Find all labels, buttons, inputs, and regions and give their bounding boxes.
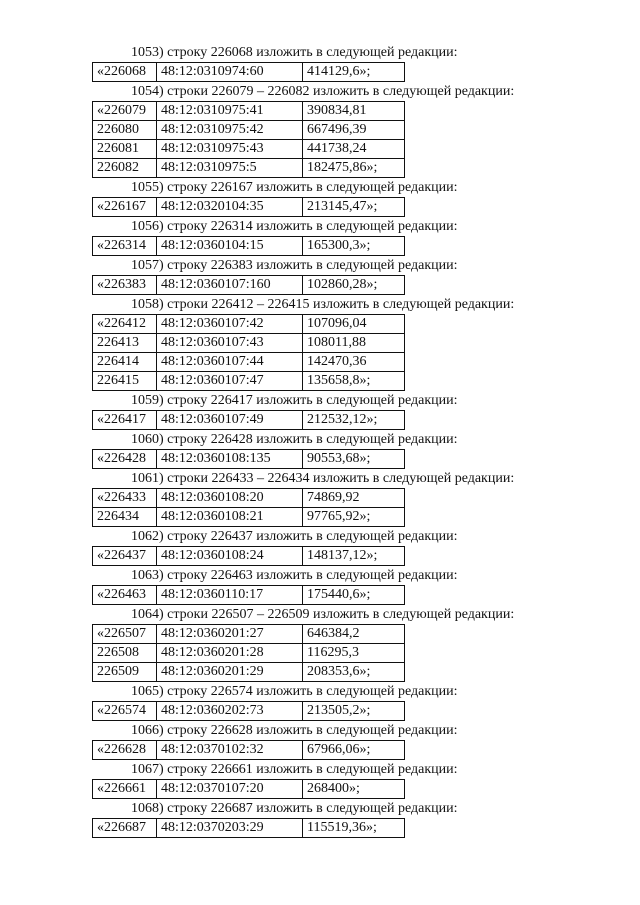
cadastral-number-cell: 48:12:0370107:20: [157, 780, 303, 799]
cadastral-number-cell: 48:12:0360107:44: [157, 353, 303, 372]
amendment-table: [92, 275, 405, 295]
cadastral-number-cell: 48:12:0360201:29: [157, 663, 303, 682]
cadastral-number-cell: 48:12:0360202:73: [157, 702, 303, 721]
cadastral-number-cell: 48:12:0360201:27: [157, 625, 303, 644]
value-cell: 90553,68»;: [303, 450, 405, 469]
cadastral-number-cell: 48:12:0360107:160: [157, 276, 303, 295]
value-cell: 107096,04: [303, 315, 405, 334]
value-cell: 441738,24: [303, 140, 405, 159]
amendment-heading: 1061) строки 226433 – 226434 изложить в следующей редакции:: [131, 471, 515, 486]
cadastral-number-cell: 48:12:0360107:49: [157, 411, 303, 430]
value-cell: 212532,12»;: [303, 411, 405, 430]
row-number-cell: «226437: [93, 547, 157, 566]
cadastral-number-cell: 48:12:0360107:47: [157, 372, 303, 391]
amendment-heading: 1062) строку 226437 изложить в следующей редакции:: [131, 529, 458, 544]
cadastral-number-cell: 48:12:0310975:41: [157, 102, 303, 121]
amendment-heading: 1059) строку 226417 изложить в следующей редакции:: [131, 393, 458, 408]
table-row: [93, 586, 405, 605]
table-row: [93, 819, 405, 838]
table-row: [93, 334, 405, 353]
row-number-cell: «226433: [93, 489, 157, 508]
row-number-cell: 226509: [93, 663, 157, 682]
row-number-cell: «226507: [93, 625, 157, 644]
amendment-table: [92, 488, 405, 527]
row-number-cell: «226412: [93, 315, 157, 334]
value-cell: 213505,2»;: [303, 702, 405, 721]
table-row: [93, 625, 405, 644]
table-row: [93, 140, 405, 159]
row-number-cell: «226383: [93, 276, 157, 295]
table-row: [93, 121, 405, 140]
cadastral-number-cell: 48:12:0370203:29: [157, 819, 303, 838]
value-cell: 175440,6»;: [303, 586, 405, 605]
row-number-cell: «226167: [93, 198, 157, 217]
amendment-table: [92, 624, 405, 682]
amendment-heading: 1067) строку 226661 изложить в следующей редакции:: [131, 762, 458, 777]
amendment-heading: 1065) строку 226574 изложить в следующей редакции:: [131, 684, 458, 699]
table-row: [93, 102, 405, 121]
amendment-heading: 1053) строку 226068 изложить в следующей редакции:: [131, 45, 458, 60]
amendment-table: [92, 314, 405, 391]
cadastral-number-cell: 48:12:0360201:28: [157, 644, 303, 663]
amendment-table: [92, 818, 405, 838]
value-cell: 102860,28»;: [303, 276, 405, 295]
row-number-cell: «226417: [93, 411, 157, 430]
cadastral-number-cell: 48:12:0360107:42: [157, 315, 303, 334]
amendment-heading: 1066) строку 226628 изложить в следующей редакции:: [131, 723, 458, 738]
value-cell: 667496,39: [303, 121, 405, 140]
table-row: [93, 489, 405, 508]
value-cell: 646384,2: [303, 625, 405, 644]
cadastral-number-cell: 48:12:0360108:20: [157, 489, 303, 508]
amendment-table: [92, 585, 405, 605]
row-number-cell: 226508: [93, 644, 157, 663]
table-row: [93, 508, 405, 527]
value-cell: 148137,12»;: [303, 547, 405, 566]
table-row: [93, 450, 405, 469]
row-number-cell: 226080: [93, 121, 157, 140]
cadastral-number-cell: 48:12:0310975:43: [157, 140, 303, 159]
amendment-heading: 1054) строки 226079 – 226082 изложить в следующей редакции:: [131, 84, 515, 99]
value-cell: 268400»;: [303, 780, 405, 799]
value-cell: 74869,92: [303, 489, 405, 508]
row-number-cell: «226068: [93, 63, 157, 82]
value-cell: 142470,36: [303, 353, 405, 372]
table-row: [93, 315, 405, 334]
table-row: [93, 663, 405, 682]
cadastral-number-cell: 48:12:0310974:60: [157, 63, 303, 82]
table-row: [93, 547, 405, 566]
value-cell: 208353,6»;: [303, 663, 405, 682]
table-row: [93, 644, 405, 663]
amendment-table: [92, 701, 405, 721]
amendment-table: [92, 62, 405, 82]
value-cell: 116295,3: [303, 644, 405, 663]
amendment-heading: 1063) строку 226463 изложить в следующей редакции:: [131, 568, 458, 583]
value-cell: 390834,81: [303, 102, 405, 121]
amendment-heading: 1058) строки 226412 – 226415 изложить в следующей редакции:: [131, 297, 515, 312]
value-cell: 135658,8»;: [303, 372, 405, 391]
cadastral-number-cell: 48:12:0370102:32: [157, 741, 303, 760]
row-number-cell: «226574: [93, 702, 157, 721]
amendment-heading: 1057) строку 226383 изложить в следующей редакции:: [131, 258, 458, 273]
cadastral-number-cell: 48:12:0310975:42: [157, 121, 303, 140]
table-row: [93, 276, 405, 295]
value-cell: 213145,47»;: [303, 198, 405, 217]
table-row: [93, 372, 405, 391]
table-row: [93, 159, 405, 178]
amendment-heading: 1064) строки 226507 – 226509 изложить в следующей редакции:: [131, 607, 515, 622]
amendment-table: [92, 449, 405, 469]
value-cell: 67966,06»;: [303, 741, 405, 760]
amendment-table: [92, 236, 405, 256]
row-number-cell: 226434: [93, 508, 157, 527]
table-row: [93, 63, 405, 82]
value-cell: 182475,86»;: [303, 159, 405, 178]
row-number-cell: 226414: [93, 353, 157, 372]
value-cell: 165300,3»;: [303, 237, 405, 256]
row-number-cell: «226463: [93, 586, 157, 605]
cadastral-number-cell: 48:12:0360108:21: [157, 508, 303, 527]
table-row: [93, 702, 405, 721]
cadastral-number-cell: 48:12:0310975:5: [157, 159, 303, 178]
table-row: [93, 237, 405, 256]
table-row: [93, 411, 405, 430]
cadastral-number-cell: 48:12:0360107:43: [157, 334, 303, 353]
amendment-table: [92, 101, 405, 178]
row-number-cell: «226079: [93, 102, 157, 121]
row-number-cell: «226428: [93, 450, 157, 469]
amendment-heading: 1056) строку 226314 изложить в следующей редакции:: [131, 219, 458, 234]
cadastral-number-cell: 48:12:0360108:135: [157, 450, 303, 469]
cadastral-number-cell: 48:12:0320104:35: [157, 198, 303, 217]
table-row: [93, 353, 405, 372]
row-number-cell: 226415: [93, 372, 157, 391]
value-cell: 115519,36»;: [303, 819, 405, 838]
amendment-table: [92, 546, 405, 566]
row-number-cell: «226687: [93, 819, 157, 838]
table-row: [93, 198, 405, 217]
table-row: [93, 741, 405, 760]
amendment-heading: 1060) строку 226428 изложить в следующей редакции:: [131, 432, 458, 447]
value-cell: 414129,6»;: [303, 63, 405, 82]
amendment-table: [92, 197, 405, 217]
value-cell: 108011,88: [303, 334, 405, 353]
amendment-table: [92, 779, 405, 799]
row-number-cell: «226661: [93, 780, 157, 799]
row-number-cell: 226082: [93, 159, 157, 178]
cadastral-number-cell: 48:12:0360104:15: [157, 237, 303, 256]
value-cell: 97765,92»;: [303, 508, 405, 527]
amendment-heading: 1055) строку 226167 изложить в следующей редакции:: [131, 180, 458, 195]
cadastral-number-cell: 48:12:0360110:17: [157, 586, 303, 605]
row-number-cell: 226081: [93, 140, 157, 159]
amendment-table: [92, 740, 405, 760]
table-row: [93, 780, 405, 799]
row-number-cell: «226628: [93, 741, 157, 760]
amendment-table: [92, 410, 405, 430]
cadastral-number-cell: 48:12:0360108:24: [157, 547, 303, 566]
row-number-cell: 226413: [93, 334, 157, 353]
row-number-cell: «226314: [93, 237, 157, 256]
amendment-heading: 1068) строку 226687 изложить в следующей редакции:: [131, 801, 458, 816]
